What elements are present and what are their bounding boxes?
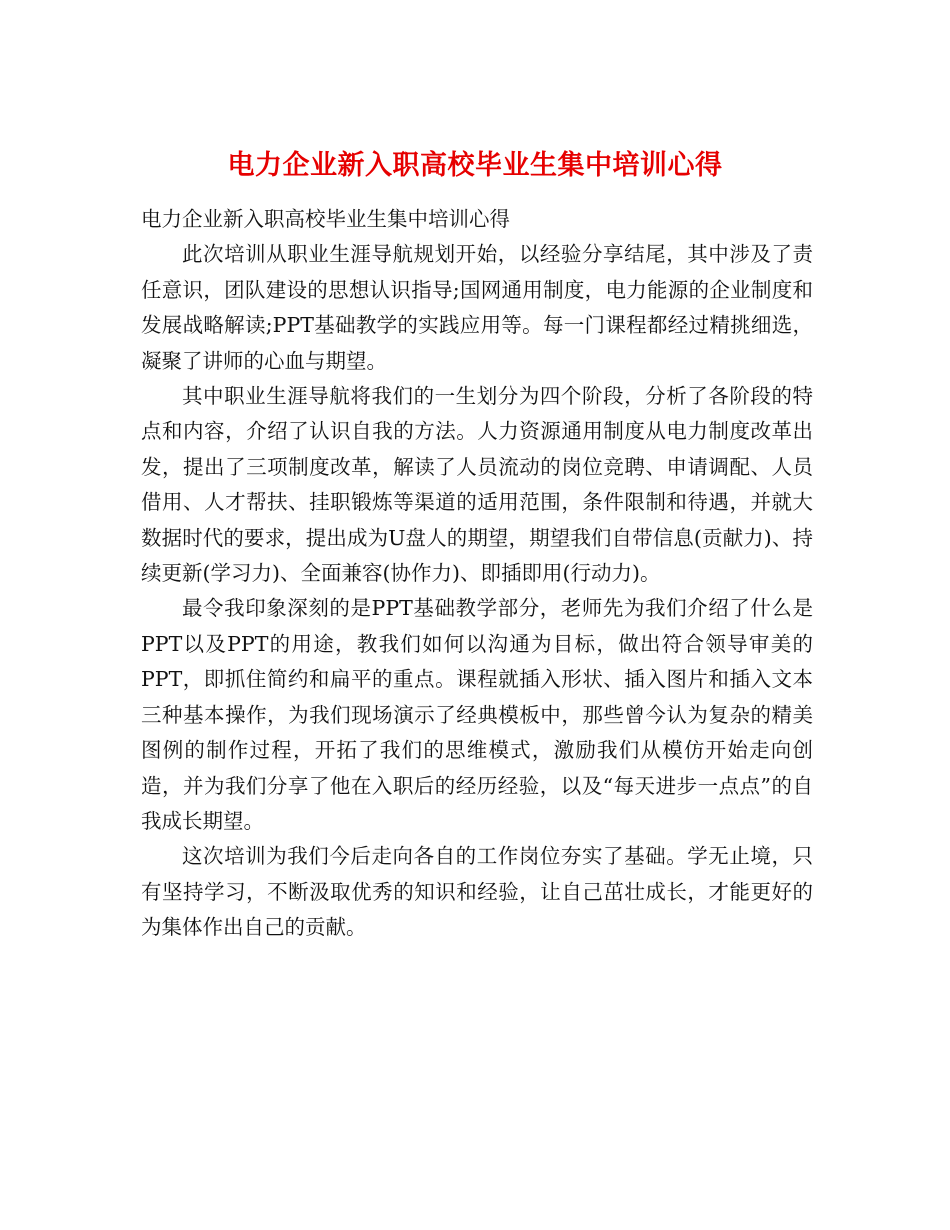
paragraph-2: 其中职业生涯导航将我们的一生划分为四个阶段，分析了各阶段的特点和内容，介绍了认识自我的方法。人力资源通用制度从电力制度改革出发，提出了三项制度改革，解读了人员流动的岗位竞聘、申请调配、人员借用、人才帮扶、挂职锻炼等渠道的适用范围，条件限制和待遇，并就大数据时代的要求，提出成为U盘人的期望，期望我们自带信息(贡献力)、持续更新(学习力)、全面兼容(协作力)、即插即用(行动力)。: [141, 384, 813, 586]
paragraph-4: 这次培训为我们今后走向各自的工作岗位夯实了基础。学无止境，只有坚持学习，不断汲取优秀的知识和经验，让自己茁壮成长，才能更好的为集体作出自己的贡献。: [141, 844, 813, 940]
document-body: [141, 202, 813, 946]
document-title: 电力企业新入职高校毕业生集中培训心得: [227, 150, 723, 182]
document-subtitle: 电力企业新入职高校毕业生集中培训心得: [141, 207, 510, 231]
paragraph-1: 此次培训从职业生涯导航规划开始，以经验分享结尾，其中涉及了责任意识，团队建设的思想认识指导;国网通用制度，电力能源的企业制度和发展战略解读;PPT基础教学的实践应用等。每一门课程都经过精挑细选，凝聚了讲师的心血与期望。: [141, 242, 813, 373]
paragraph-3: 最令我印象深刻的是PPT基础教学部分，老师先为我们介绍了什么是PPT以及PPT的用途，教我们如何以沟通为目标，做出符合领导审美的PPT，即抓住简约和扁平的重点。课程就插入形状、插入图片和插入文本三种基本操作，为我们现场演示了经典模板中，那些曾今认为复杂的精美图例的制作过程，开拓了我们的思维模式，激励我们从模仿开始走向创造，并为我们分享了他在入职后的经历经验，以及“每天进步一点点”的自我成长期望。: [141, 596, 813, 833]
